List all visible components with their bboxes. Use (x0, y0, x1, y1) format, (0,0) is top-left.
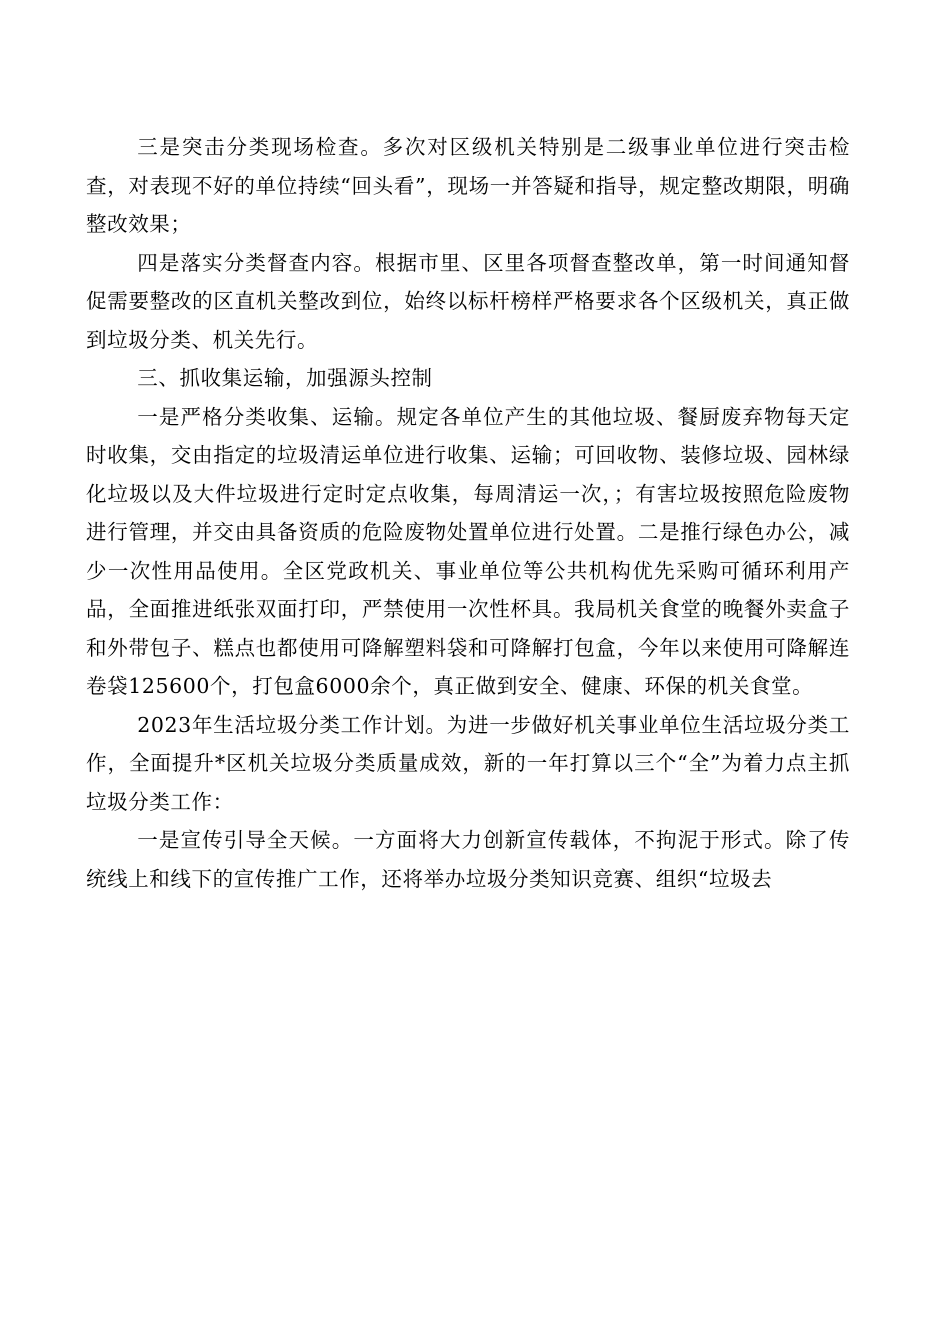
paragraph-inspection: 三是突击分类现场检查。多次对区级机关特别是二级事业单位进行突击检查，对表现不好的单位持续“回头看”，现场一并答疑和指导，规定整改期限，明确整改效果； (86, 135, 850, 236)
paragraph-collection-transport: 一是严格分类收集、运输。规定各单位产生的其他垃圾、餐厨废弃物每天定时收集，交由指定的垃圾清运单位进行收集、运输；可回收物、装修垃圾、园林绿化垃圾以及大件垃圾进行定时定点收集，每周清运一次，；有害垃圾按照危险废物进行管理，并交由具备资质的危险废物处置单位进行处置。二是推行绿色办公，减少一次性用品使用。全区党政机关、事业单位等公共机构优先采购可循环利用产品，全面推进纸张双面打印，严禁使用一次性杯具。我局机关食堂的晚餐外卖盒子和外带包子、糕点也都使用可降解塑料袋和可降解打包盒，今年以来使用可降解连卷袋125600个，打包盒6000余个，真正做到安全、健康、环保的机关食堂。 (86, 404, 850, 698)
paragraph-publicity: 一是宣传引导全天候。一方面将大力创新宣传载体，不拘泥于形式。除了传统线上和线下的宣传推广工作，还将举办垃圾分类知识竞赛、组织“垃圾去 (86, 828, 850, 891)
paragraph-2023-plan: 2023年生活垃圾分类工作计划。为进一步做好机关事业单位生活垃圾分类工作，全面提升*区机关垃圾分类质量成效，新的一年打算以三个“全”为着力点主抓垃圾分类工作： (86, 712, 850, 814)
section-heading-collection: 三、抓收集运输，加强源头控制 (137, 366, 433, 390)
document-page (86, 128, 850, 898)
paragraph-supervision: 四是落实分类督查内容。根据市里、区里各项督查整改单，第一时间通知督促需要整改的区直机关整改到位，始终以标杆榜样严格要求各个区级机关，真正做到垃圾分类、机关先行。 (86, 250, 850, 352)
